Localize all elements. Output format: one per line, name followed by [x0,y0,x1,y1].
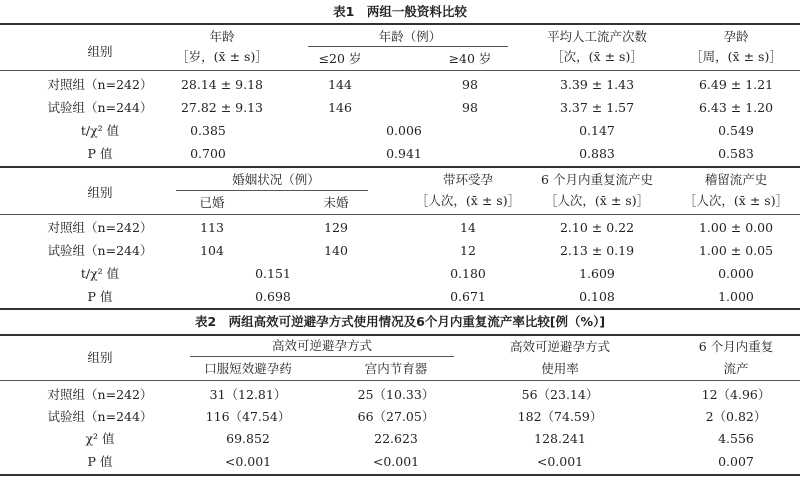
cell: 31（12.81） [209,387,287,402]
header-rate-2: 使用率 [541,361,579,376]
cell: 69.852 [226,431,270,446]
header-ocp: 口服短效避孕药 [204,361,292,376]
cell: 0.180 [450,266,486,281]
rule-sub [176,190,368,191]
rule-header [0,380,800,381]
header-rate: 高效可逆避孕方式 [509,339,611,354]
cell: <0.001 [224,454,272,469]
cell: 1.00 ± 0.05 [698,243,774,258]
header-group: 组别 [87,350,113,365]
header-group: 组别 [87,185,113,200]
cell: 2.13 ± 0.19 [559,243,635,258]
cell: 104 [200,243,224,258]
cell: 144 [328,77,352,92]
cell: 6.43 ± 1.20 [698,100,774,115]
row-group: 试验组（n=244） [47,100,153,115]
stat-label: t/χ² 值 [80,266,120,281]
header-marital: 婚姻状况（例） [232,172,320,187]
header-ge40: ≥40 岁 [448,51,492,66]
cell: <0.001 [536,454,584,469]
rule-header [0,214,800,215]
header-retained: 稽留流产史 [704,172,768,187]
cell: 116（47.54） [205,409,291,424]
cell: 129 [324,220,348,235]
cell: 22.623 [374,431,418,446]
header-iud-unit: ［人次，(x̄ ± s)］ [415,193,521,208]
cell: 0.700 [190,146,226,161]
cell: 0.698 [255,289,291,304]
header-abortions-unit: ［次，(x̄ ± s)］ [551,49,643,64]
header-repeat-2: 流产 [723,361,749,376]
cell: 0.671 [450,289,486,304]
header-age-count: 年龄（例） [378,29,442,44]
cell: 27.82 ± 9.13 [180,100,264,115]
rule-mid [0,166,800,168]
header-method: 高效可逆避孕方式 [271,338,373,353]
cell: 12（4.96） [701,387,771,402]
cell: 14 [460,220,476,235]
cell: 12 [460,243,476,258]
cell: 0.549 [718,123,754,138]
cell: 146 [328,100,352,115]
rule-sub [308,46,508,47]
header-married: 已婚 [199,195,225,210]
cell: 66（27.05） [357,409,435,424]
cell: 182（74.59） [517,409,603,424]
row-group: 试验组（n=244） [47,243,153,258]
header-gest: 孕龄 [723,29,749,44]
cell: 6.49 ± 1.21 [698,77,774,92]
header-age: 年龄 [209,29,235,44]
header-abortions: 平均人工流产次数 [546,29,648,44]
cell: <0.001 [372,454,420,469]
header-iud: 带环受孕 [442,172,494,187]
header-unmarried: 未婚 [323,195,349,210]
rule-top [0,23,800,25]
row-group: 对照组（n=242） [47,77,153,92]
cell: 0.000 [718,266,754,281]
header-age-unit: ［岁，(x̄ ± s)］ [176,49,268,64]
cell: 0.151 [255,266,291,281]
header-repeat: 6 个月内重复流产史 [541,172,653,187]
cell: 98 [462,100,478,115]
row-group: 对照组（n=242） [47,220,153,235]
rule-bottom [0,474,800,476]
cell: 113 [200,220,224,235]
rule-bottom [0,308,800,310]
header-iud: 宫内节育器 [364,361,428,376]
header-repeat-unit: ［人次，(x̄ ± s)］ [544,193,650,208]
cell: 0.883 [579,146,615,161]
table1-caption: 表1 两组一般资料比较 [333,4,467,19]
stat-label: P 值 [87,289,113,304]
cell: 2（0.82） [705,409,767,424]
stat-label: t/χ² 值 [80,123,120,138]
cell: 25（10.33） [357,387,435,402]
table2-caption: 表2 两组高效可逆避孕方式使用情况及6个月内重复流产率比较[例（%）] [194,314,606,329]
rule-sub [190,356,454,357]
cell: 2.10 ± 0.22 [559,220,635,235]
cell: 0.583 [718,146,754,161]
cell: 28.14 ± 9.18 [180,77,264,92]
row-group: 试验组（n=244） [47,409,153,424]
stat-label: P 值 [87,454,113,469]
cell: 3.37 ± 1.57 [559,100,635,115]
row-group: 对照组（n=242） [47,387,153,402]
header-retained-unit: ［人次，(x̄ ± s)］ [683,193,789,208]
cell: 0.385 [190,123,226,138]
cell: 4.556 [718,431,754,446]
cell: 0.108 [579,289,615,304]
cell: 56（23.14） [521,387,599,402]
cell: 1.609 [579,266,615,281]
header-gest-unit: ［周，(x̄ ± s)］ [690,49,782,64]
rule-header [0,70,800,71]
cell: 98 [462,77,478,92]
cell: 3.39 ± 1.43 [559,77,635,92]
cell: 1.000 [718,289,754,304]
cell: 0.006 [386,123,422,138]
header-le20: ≤20 岁 [318,51,362,66]
cell: 0.147 [579,123,615,138]
stat-label: χ² 值 [85,431,115,446]
stat-label: P 值 [87,146,113,161]
cell: 0.007 [718,454,754,469]
cell: 0.941 [386,146,422,161]
header-group: 组别 [87,44,113,59]
rule-top [0,334,800,336]
cell: 1.00 ± 0.00 [698,220,774,235]
cell: 140 [324,243,348,258]
cell: 128.241 [534,431,586,446]
header-repeat: 6 个月内重复 [698,339,774,354]
